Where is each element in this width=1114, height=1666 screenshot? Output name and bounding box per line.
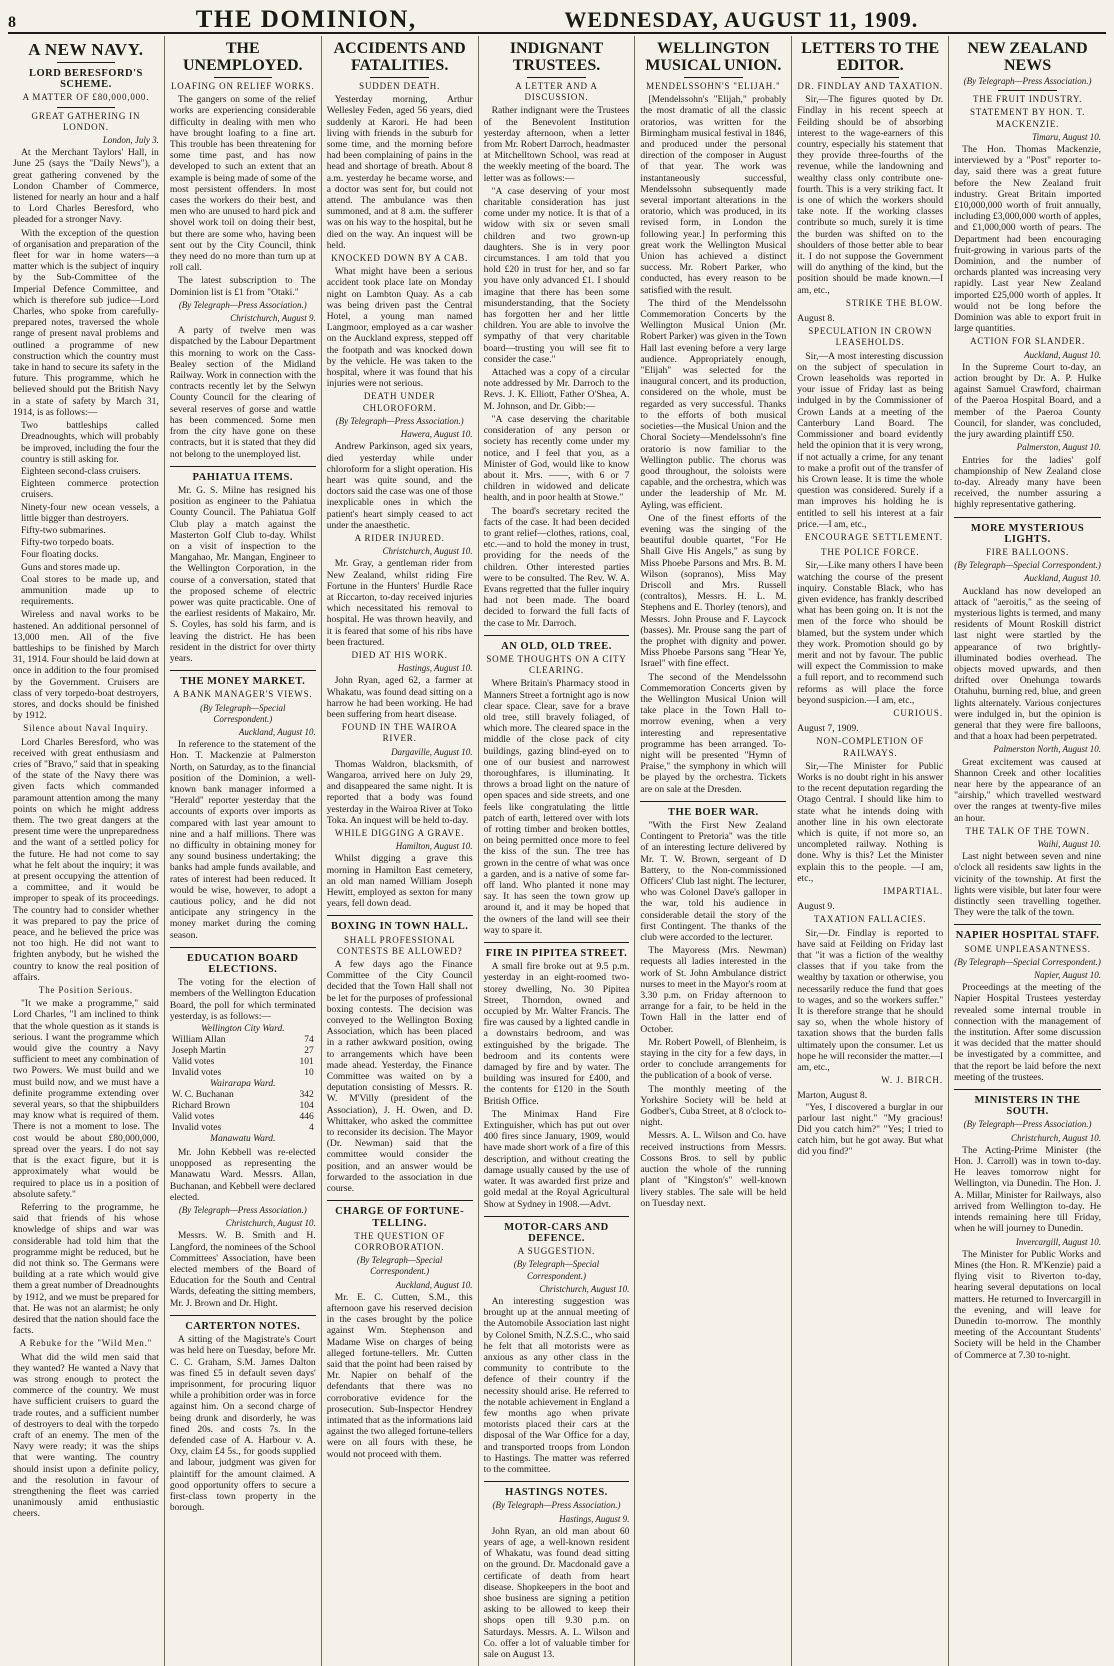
headline: HASTINGS NOTES. xyxy=(505,1487,608,1499)
headline: CARTERTON NOTES. xyxy=(185,1320,301,1332)
headline: MINISTERS IN THE SOUTH. xyxy=(974,1095,1081,1118)
paragraph: Last night between seven and nine o'clock all residents saw lights in the vicinity of the township. At first the lights were visible, but later four were distinctly seen travelling together. They were the talk of the town. xyxy=(954,851,1101,919)
paragraph: Auckland has now developed an attack of "aeroitis," as the seeing of mysterious lights is termed, and many residents of Mount Roskill district last night were startled by the appearance of two brightly-illuminated bodies overhead. The objects moved upwards, and then drifted over Onehunga towards Otahuhu, burning red, blue, and green lights alternately. Various conjectures were indulged in, but the opinion is general that they were fire balloons, and that a hoax had been perpetrated. xyxy=(954,585,1101,743)
byline: (By Telegraph—Press Association.) xyxy=(178,1205,307,1216)
paragraph: A party of twelve men was dispatched by the Labour Department this morning to work on the Cass-Bealey section of the Midland Railway. Work in connection with the contracts recently let by the Selwyn County Council for the clearing of several reserves of gorse and wattle has been commenced. Some men from the city have gone on these contracts, but it is stated that they did not belong to the unemployed list. xyxy=(169,325,316,460)
article-nz-news xyxy=(954,40,1101,511)
paragraph: Thomas Waldron, blacksmith, of Wangaroa, arrived here on July 29, and disappeared the same night. It is reported that a body was found yesterday in the Wairoa River at Toko Toka. An inquest will be held to-day. xyxy=(326,758,473,826)
paragraph: "With the First New Zealand Contingent to Pretoria" was the title of an interesting lecture delivered by Mr. T. W. Brown, sergeant of D Battery, to the Non-commissioned Officers' Club last night. The lecturer, who was Colonel Dave's galloper in the war, told his audience in considerable detail the story of the first Contingent. The thanks of the club were accorded to the lecturer. xyxy=(640,820,787,944)
list-item: Eighteen commerce protection cruisers. xyxy=(21,478,159,501)
column-2 xyxy=(165,36,322,1666)
article-boer-war xyxy=(640,807,786,1209)
paragraph: "It we make a programme," said Lord Charles, "I am inclined to think that the whole question as it stands is serious. I want the programme which would give the country a Navy sufficient to meet any combination of two Powers. We must build and we must build now, and we must have a definite programme extending over several years, so that the shipbuilders may know what is required of them. There is not a moment to lose. The cost would be about £80,000,000, spread over the years. I do not say that is the exact figure, but it is approximately what would be required to place us in a position of absolute safety." xyxy=(13,998,159,1200)
dateline: Timaru, August 10. xyxy=(1032,131,1101,142)
list-item: Guns and stores made up. xyxy=(21,561,120,573)
ward-name: Manawatu Ward. xyxy=(210,1134,276,1145)
headline: INDIGNANT TRUSTEES. xyxy=(509,40,604,74)
list-item: Fifty-two torpedo boats. xyxy=(21,537,114,549)
byline: (By Telegraph—Special Correspondent.) xyxy=(200,702,286,724)
dateline: Hastings, August 9. xyxy=(559,1513,630,1524)
paragraph: What might have been a serious accident took place late on Monday night on Lambton Quay. As a cab was being driven past the Central Hotel, a young man named Langmoor, employed as a car washer on the Auckland express, stepped off the footpath and was knocked down by the vehicle. He was taken to the hospital, where it was found that his injuries were not serious. xyxy=(326,266,473,390)
headline: LETTERS TO THE EDITOR. xyxy=(801,40,940,74)
paragraph: In the Supreme Court to-day, an action brought by Dr. A. P. Hulke against Samuel Crawford, chairman of the Paeroa Hospital Board, and a member of the Paeroa County Council, for slander, was concluded, the jury awarding plaintiff £50. xyxy=(954,361,1101,441)
signature: IMPARTIAL. xyxy=(883,886,944,897)
columns xyxy=(8,36,1106,1661)
paragraph: Sir,—The figures quoted by Dr. Findlay in his recent speech at Feilding should be of absorbing interest to the wage-earners of this country, especially his statement that they provide three-fourths of the revenue, while the landowning and wealthy class only contribute one-fourth. This is a very striking fact. It is one of which the workers should take note. If the working classes contribute so much, surely it is time the burden was shifted on to the shoulders of those better able to bear it. I do not suppose the Government will do anything of the kind, but the position should be made known.—I am, etc., xyxy=(797,94,944,296)
signature: ENCOURAGE SETTLEMENT. xyxy=(804,531,944,542)
list-item: Coal stores to be made up, and ammunition made up to requirements. xyxy=(21,573,159,608)
column-3 xyxy=(322,36,479,1666)
table-row: W. C. Buchanan 342 xyxy=(171,1090,314,1101)
subheadline: SHALL PROFESSIONAL CONTESTS BE ALLOWED? xyxy=(336,934,463,956)
dateline: Invercargill, August 10. xyxy=(1015,1236,1101,1247)
headline: WELLINGTON MUSICAL UNION. xyxy=(645,40,782,74)
paragraph: Where Britain's Pharmacy stood in Manners Street a fortnight ago is now clear space. Clear, save for a brave old tree, still bravely foliaged, of which more. The cleared space in the middle of the close pack of city buildings, gazing blind-eyed on to one of our busiest and narrowest thoroughfares, is illuminating. It throws a broad light on the nature of open spaces and side streets, and one feels like congratulating the little patch of earth, lettered over with lots of rotting timber and broken bottles, on being permitted once more to feel the kiss of the sun. The tree has grown in the centre of what was once a garden, and is a native of some far-off land. Who planted it none may say. It has seen the town grow up around it, and it may be hoped that the owners of the land will see their way to spare it. xyxy=(483,678,630,936)
signature: STRIKE THE BLOW. xyxy=(845,297,944,308)
subheadline: FIRE BALLOONS. xyxy=(985,546,1070,557)
list-item: Four floating docks. xyxy=(21,549,99,561)
page-number: 8 xyxy=(8,14,16,31)
byline: (By Telegraph—Press Association.) xyxy=(963,1119,1092,1130)
programme-list xyxy=(21,420,159,607)
paragraph: With the exception of the question of organisation and preparation of the fleet for war in home waters—a matter which is the subject of inquiry by the Sub-Committee of the Imperial Defence Committee, and which is therefore sub judice—Lord Charles, who spoke from carefully-prepared notes, traversed the whole range of present naval problems and outlined a programme of new construction which the country must take in hand to secure its safety in the future. This programme, which he believed should put the British Navy in a state of safety by March 31, 1914, is as follows:— xyxy=(13,227,159,418)
headline: AN OLD, OLD TREE. xyxy=(501,640,612,652)
subheadline: LOAFING ON RELIEF WORKS. xyxy=(171,81,315,91)
subheadline: SPECULATION IN CROWN LEASEHOLDS. xyxy=(808,326,933,348)
dateline: Auckland, August 10. xyxy=(238,726,316,737)
paragraph: The third of the Mendelssohn Commemoration Concerts by the Wellington Musical Union (Mr. Robert Parker) was given in the Town Hall last evening before a very large audience. Appropriately enough, "Elijah" was selected for the inaugural concert, and its production, considered on the whole, must be regarded as very successful. Thanks to the efforts of both musical societies—the Musical Union and the Choral Society—Mendelssohn's fine oratorio is now familiar to the Wellington public. The chorus was good throughout, the soloists were capable, and the orchestra, which was under the leadership of Mr. M. Ayling, was efficient. xyxy=(640,297,787,511)
dateline: Auckland, August 10. xyxy=(395,1279,473,1290)
headline: CHARGE OF FORTUNE-TELLING. xyxy=(335,1206,465,1229)
article-trustees xyxy=(484,40,630,629)
column-6 xyxy=(792,36,949,1666)
paragraph: Mr. John Kebbell was re-elected unopposed as representing the Manawatu Ward. Messrs. Allan, Buchanan, and Kebbell were declared elected. xyxy=(169,1147,316,1203)
list-item: Fifty-two submarines. xyxy=(21,524,106,536)
subheadline: A MATTER OF £80,000,000. xyxy=(22,92,150,103)
headline: ACCIDENTS AND FATALITIES. xyxy=(333,40,466,74)
paragraph: John Ryan, an old man about 60 years of age, a well-known resident of Whakatu, was found dead sitting on the ground. Dr. Macdonald gave a certificate of death from heart disease. Shopkeepers in the boot and shoe business are signing a petition asking to be allowed to keep their shops open till 9.30 p.m. on Saturdays. Messrs. A. L. Wilson and Co. offer a lot of valuable timber for sale on August 13. xyxy=(483,1525,630,1661)
table-row: Valid votes 446 xyxy=(171,1112,314,1123)
article-napier-hospital xyxy=(954,930,1101,1083)
subheadline: STATEMENT BY HON. T. MACKENZIE. xyxy=(969,107,1086,129)
subheadline: THE POLICE FORCE. xyxy=(821,547,920,558)
paragraph: Sir,—A most interesting discussion on the subject of speculation in Crown leaseholds was reported in your issue of Friday last as being indulged in by the Commissioner of Crown Lands at a meeting of the Canterbury Land Board. The Commissioner and board evidently held the opinion that it is very wrong, if not actually a crime, for any tenant to make a profit out of the transfer of his Crown lease. It is time the whole question was considered. Surely if a man improves his holding he is entitled to sell his interest at a fair price.—I am, etc., xyxy=(797,350,944,530)
byline: (By Telegraph—Special Correspondent.) xyxy=(954,560,1101,571)
signature: W. J. BIRCH. xyxy=(881,1075,944,1086)
headline: MOTOR-CARS AND DEFENCE. xyxy=(504,1221,609,1244)
subheadline: KNOCKED DOWN BY A CAB. xyxy=(331,253,469,264)
dateline: Hamilton, August 10. xyxy=(395,841,473,852)
paragraph: One of the finest efforts of the evening was the singing of the beautiful double quartet, "For He Shall Give His Angels," as sung by Miss Phoebe Parsons and Mrs. B. M. Wilson (sopranos), Miss May Driscoll and Mrs. Russell (contraltos), Messrs. H. L. M. Stephens and E. Thorley (tenors), and Messrs. John Prouse and F. Laycock (basses). Mr. Prouse sang the part of the prophet with dignity and power. Miss Phoebe Parsons sang "Hear Ye, Israel" with fine effect. xyxy=(640,512,787,670)
dateline: London, July 3. xyxy=(102,135,159,146)
paragraph: Mr. G. S. Milne has resigned his position as engineer to the Pahiatua County Council. The Pahiatua Golf Club play a match against the Masterton Golf Club to-day. Whilst on a visit of inspection to the Mangahao, Mr. Mangan, Engineer to the Wellington Corporation, in the course of a conversation, stated that the proposed scheme of electric power was quite practicable. One of the earliest residents of Makairo, Mr. S. Coyles, has sold his farm, and is leaving the district. He has been resident in the district for over thirty years. xyxy=(169,484,316,664)
letter-date: Marton, August 8. xyxy=(797,1090,868,1102)
subheadline: ACTION FOR SLANDER. xyxy=(970,336,1086,347)
masthead xyxy=(8,6,1106,34)
paragraph: In reference to the statement of the Hon. T. Mackenzie at Palmerston North, on Saturday, as to the financial position of the Dominion, a well-known bank manager informed a "Herald" reporter yesterday that the accounts of exports over imports as compared with last year amount to nine and a half millions. There was no difficulty in obtaining money for any sound business undertaking; the banks had ample funds available, and rates of interest had been reduced. It would be wise, however, to adopt a cautious policy, and he did not anticipate any stringency in the money market during the coming season. xyxy=(169,739,316,941)
paragraph: Referring to the programme, he said that friends of his whose knowledge of ships and war was considerable had told him that the programme might be reduced, but he did not think so. The Germans were building at a rate which would give them a great number of Dreadnoughts by 1912, and we must be prepared for that. He was not an alarmist; he only desired that the nation should face the facts. xyxy=(13,1201,159,1337)
paragraph: The gangers on some of the relief works are experiencing considerable difficulty in dealing with men who have brought loafing to a fine art. This trouble has been threatening for some time past, and has now developed to such an extent that an example is being made of some of the most persistent offenders. In most cases the workers do their best, and men who are unused to hard pick and shovel work toil on doing their best, but there are some who, having been sent out by the City Council, think they need do no more than turn up at roll call. xyxy=(169,94,316,274)
issue-date: WEDNESDAY, AUGUST 11, 1909. xyxy=(564,7,919,32)
subheadline: FOUND IN THE WAIROA RIVER. xyxy=(341,722,458,744)
table-row: William Allan 74 xyxy=(171,1035,314,1046)
paragraph: The latest subscription to The Dominion list is £1 from "Otaki." xyxy=(169,275,316,298)
headline: MORE MYSTERIOUS LIGHTS. xyxy=(970,522,1085,545)
article-old-tree xyxy=(484,641,630,936)
article-boxing xyxy=(327,921,473,1194)
article-carterton xyxy=(170,1321,316,1513)
letter-date: August 7, 1909. xyxy=(797,723,859,735)
article-education-board xyxy=(170,953,316,1309)
paragraph: Proceedings at the meeting of the Napier Hospital Trustees yesterday revealed some internal trouble in connection with the management of the institution. After some discussion it was decided that the matter should be investigated by a committee, and that the report be laid before the next meeting of the trustees. xyxy=(954,982,1101,1083)
column-1 xyxy=(8,36,165,1666)
paragraph: The second of the Mendelssohn Commemoration Concerts given by the Wellington Musical Union will take place in the Town Hall to-morrow evening, when a very interesting and representative programme has been arranged. To-night will be presented "Hymn of Praise," the symphony in which will be played by the orchestra. Tickets are on sale at the Dresden. xyxy=(640,671,787,795)
table-row: Richard Brown 104 xyxy=(171,1101,314,1112)
subheadline: SUDDEN DEATH. xyxy=(359,81,441,91)
dateline: Palmerston, August 10. xyxy=(1016,442,1101,453)
subheadline: NON-COMPLETION OF RAILWAYS. xyxy=(816,736,925,758)
column-4 xyxy=(479,36,636,1666)
subheadline: WHILE DIGGING A GRAVE. xyxy=(334,828,465,838)
article-motor-cars xyxy=(484,1222,630,1475)
headline: BOXING IN TOWN HALL. xyxy=(330,921,469,933)
dateline: Hawera, August 10. xyxy=(400,429,473,440)
dateline: Auckland, August 10. xyxy=(1024,573,1101,584)
section-heading: Silence about Naval Inquiry. xyxy=(23,723,149,734)
paragraph: The voting for the election of members of the Wellington Education Board, the poll for which terminated yesterday, is as follows:— xyxy=(169,977,316,1022)
byline: (By Telegraph—Special Correspondent.) xyxy=(356,1255,443,1277)
section-heading: A Rebuke for the "Wild Men." xyxy=(19,1338,153,1349)
article-money-market xyxy=(170,676,316,941)
byline: (By Telegraph—Special Correspondent.) xyxy=(513,1259,600,1281)
paragraph: "Yes, I discovered a burglar in our parlour last night." "My gracious! Did you catch him?" "Yes; I tried to catch him, but he got away. But what did you find?" xyxy=(797,1101,944,1158)
dateline: Christchurch, August 10. xyxy=(1010,1132,1101,1143)
dateline: Christchurch, August 10. xyxy=(539,1283,630,1294)
signature: CURIOUS. xyxy=(893,707,944,718)
subheadline: GREAT GATHERING IN LONDON. xyxy=(31,110,141,132)
subheadline: THE QUESTION OF CORROBORATION. xyxy=(354,1230,445,1252)
dateline: Hastings, August 10. xyxy=(397,663,473,674)
dateline: Auckland, August 10. xyxy=(1024,349,1101,360)
letter-date: August 8. xyxy=(797,313,835,325)
paragraph: A small fire broke out at 9.5 p.m. yesterday in an eight-roomed two-storey dwelling, No. 30 Pipitea Street, Thorndon, owned and occupied by Mr. Walter Francis. The fire was caused by a lighted candle in a downstairs bedroom, and was extinguished by the brigade. The bedroom and its contents were damaged by fire and by water. The building was insured for £400, and the contents for £120 in the South British Office. xyxy=(483,961,630,1107)
subheadline: DR. FINDLAY AND TAXATION. xyxy=(797,81,944,91)
headline: THE UNEMPLOYED. xyxy=(182,40,303,74)
paragraph: Lord Charles Beresford, who was received with great enthusiasm and cries of "Bravo," said that in speaking of the state of the Navy there was given facts which commanded paramount attention among the many points on which he might address them. The two great dangers at the present time were the unpreparedness and the want of a settled policy for the future. He had not come to say what he felt about the inquiry; it was at present occupying the attention of a committee, and it would be improper to speak of its proceedings. The country had to consider whether it was prepared to pay the price of peace, and he believed the price was not too high. He did not want to frighten anybody, but he wished the country to know the real position of affairs. xyxy=(13,736,159,983)
paragraph: Messrs. W. B. Smith and H. Langford, the nominees of the School Committees' Association, have been elected members of the Board of Education for the South and Central Wards, defeating the sitting members, Mr. J. Brown and Dr. Hight. xyxy=(169,1230,316,1309)
subheadline: A SUGGESTION. xyxy=(517,1246,596,1257)
paragraph: Sir,—Dr. Findlay is reported to have said at Feilding on Friday last that "it was a fiction of the wealthy classes that if you take from the wealthy by taxation or otherwise, you necessarily reduce the fund that goes to wages, and so the workers suffer." It is therefore strange that he should say so, when the whole history of taxation shows that the burden falls ultimately upon the consumer. Let us hope he will reconsider the matter.—I am, etc., xyxy=(797,927,944,1074)
letter-date: August 9. xyxy=(797,901,835,913)
article-pahiatua xyxy=(170,472,316,664)
table-row: Joseph Martin 27 xyxy=(171,1046,314,1057)
headline: THE MONEY MARKET. xyxy=(180,676,306,688)
ward-name: Wellington City Ward. xyxy=(200,1024,285,1035)
article-accidents xyxy=(327,40,473,909)
article-hastings xyxy=(484,1487,630,1660)
headline: EDUCATION BOARD ELECTIONS. xyxy=(187,952,299,976)
paragraph: Wireless and naval works to be hastened. An additional personnel of 13,000 men. All of the five battleships to be finished by March 31, 1914. Four should be laid down at once in addition to the four promised by the Government. Cruisers are class of very torpedo-boat destroyers, stores, and docks should be finished by 1912. xyxy=(13,609,159,722)
dateline: Dargaville, August 10. xyxy=(391,746,473,757)
subheadline: DIED AT HIS WORK. xyxy=(351,649,448,660)
list-item: Two battleships called Dreadnoughts, which will probably be improved, including the four the country is still asking for. xyxy=(21,420,159,465)
headline: FIRE IN PIPITEA STREET. xyxy=(485,948,628,960)
paragraph: Whilst digging a grave this morning in Hamilton East cemetery, an old man named William Joseph Hewitt, employed as sexton for many years, fell down dead. xyxy=(326,853,473,910)
article-mysterious-lights xyxy=(954,523,1101,919)
subheadline: A RIDER INJURED. xyxy=(354,532,445,543)
dateline: Napier, August 10. xyxy=(1034,970,1101,981)
paragraph: Mr. Gray, a gentleman rider from New Zealand, whilst riding Fire Fortune in the Hunters' Hurdle Race at Riccarton, to-day received injuries which necessitated his removal to hospital. He was thrown heavily, and it is feared that some of his ribs have been fractured. xyxy=(326,558,473,648)
headline: A NEW NAVY. xyxy=(28,40,144,59)
subheadline: LORD BERESFORD'S SCHEME. xyxy=(28,68,143,91)
paragraph: A sitting of the Magistrate's Court was held here on Tuesday, before Mr. C. C. Graham, S.M. James Dalton was fined £5 in default seven days' imprisonment, for procuring liquor while a prohibition order was in force against him. On a second charge of being drunk and disorderly, he was fined 20s. and costs 7s. In the defended case of A. Harbour v. A. Oxy, claim £4 5s., for goods supplied and labour, judgment was given for plaintiff for the amount claimed. A good opportunity offers to secure a first-class town property in the borough. xyxy=(169,1334,316,1514)
table-row: Valid votes 101 xyxy=(171,1057,314,1068)
column-5 xyxy=(635,36,792,1666)
subheadline: MENDELSSOHN'S "ELIJAH." xyxy=(646,81,781,91)
byline: (By Telegraph—Press Association.) xyxy=(963,76,1092,86)
paragraph: [Mendelssohn's "Elijah," probably the most dramatic of all the classic oratorios, was written for the Birmingham musical festival in 1846, and produced under the personal direction of the composer in August of that year. The work was instantaneously successful, Mendelssohn subsequently made several important alterations in the oratorio, which was produced, in its revised form, in London the following year.] In performing this great work the Wellington Musical Union has achieved a distinct success. Mr. Robert Parker, who conducted, has every reason to be satisfied with the result. xyxy=(640,94,787,296)
byline: (By Telegraph—Press Association.) xyxy=(178,299,307,310)
paragraph: At the Merchant Taylors' Hall, in June 25 (says the "Daily News"), a great gathering convened by the London Chamber of Commerce, listened for nearly an hour and a half to Lord Charles Beresford, who pleaded for a stronger Navy. xyxy=(13,147,159,226)
vote-table xyxy=(170,1024,316,1145)
dateline: Christchurch, August 10. xyxy=(225,1218,316,1229)
paragraph: What did the wild men said that they wanted? He wanted a Navy that was strong enough to protect the commerce of the country. We must have sufficient cruisers to guard the trade routes, and a sufficient number of destroyers to deal with the torpedo craft of an enemy. The men of the Navy were ready; it was the ships that were wanting. The country should insist upon a definite policy, and the resolution in favour of strengthening the fleet was carried unanimously amid enthusiastic cheers. xyxy=(13,1351,159,1520)
dateline: Waihi, August 10. xyxy=(1037,839,1101,849)
paragraph: John Ryan, aged 62, a farmer at Whakatu, was found dead sitting on a harrow he had been working. He had been suffering from heart disease. xyxy=(326,675,473,720)
byline: (By Telegraph—Press Association.) xyxy=(335,415,464,426)
paragraph: The board's secretary recited the facts of the case. It had been decided to grant relief—clothes, rations, coal, etc.—and to hold the money in trust, providing for the needs of the children. Other interested parties were to be consulted. The Rev. W. A. Evans regretted that the fuller inquiry had not been made. The board decided to forward the full facts of the case to Mr. Darroch. xyxy=(483,505,630,629)
headline: NEW ZEALAND NEWS xyxy=(967,40,1088,74)
subheadline: TAXATION FALLACIES. xyxy=(814,914,927,925)
paragraph: Andrew Parkinson, aged six years, died yesterday while under chloroform for a slight operation. His heart was quite sound, and the doctors said the case was one of those inexplicable ones in which the patient's heart simply ceased to act under the anaesthetic. xyxy=(326,441,473,531)
article-new-navy xyxy=(13,40,159,1520)
headline: PAHIATUA ITEMS. xyxy=(192,471,293,483)
table-row: Invalid votes 10 xyxy=(171,1068,314,1079)
paragraph: Rather indignant were the Trustees of the Benevolent Institution yesterday afternoon, when a letter from Mr. Robert Darroch, headmaster at Mitchelltown School, was read at the weekly meeting of the board. The letter was as follows:— xyxy=(483,105,630,184)
subheadline: DEATH UNDER CHLOROFORM. xyxy=(362,391,437,413)
subheadline: SOME UNPLEASANTNESS. xyxy=(964,943,1091,954)
column-7 xyxy=(949,36,1106,1666)
paragraph: The Hon. Thomas Mackenzie, interviewed by a "Post" reporter to-day, said there was a great future before the New Zealand fruit industry. Great Britain imported £10,000,000 worth of fruit annually, including £3,000,000 worth of apples, and £1,000,000 worth of pears. The Department had been encouraging fruit-growing in various parts of the Dominion, and the number of orchards planted was increasing very rapidly. Last year New Zealand imported £25,000 worth of apples. It would not be long before the Dominion was able to export fruit in large quantities. xyxy=(954,144,1101,335)
section-heading: The Position Serious. xyxy=(38,985,133,996)
paragraph: An interesting suggestion was brought up at the annual meeting of the Automobile Association last night by Colonel Smith, N.Z.S.C., who said he felt that all motorists were as anxious as any other class in the community to contribute to the defence of their country if the necessity should arise. He referred to the notable achievement in England a few months ago when private motorists placed their cars at the disposal of the War Office for a day, and transported troops from London to Hastings. The matter was referred to the committee. xyxy=(483,1295,630,1475)
dateline: Christchurch, August 10. xyxy=(382,546,473,557)
paragraph: The Mayoress (Mrs. Newman) requests all ladies interested in the work of St. John Ambulance district nurses to meet in the Mayor's room at 3.30 p.m. on Friday afternoon to arrange for a fair, to be held in the Town Hall in the latter end of October. xyxy=(640,945,787,1035)
headline: NAPIER HOSPITAL STAFF. xyxy=(955,930,1100,942)
paragraph: The Acting-Prime Minister (the Hon. J. Carroll) was in town to-day. He leaves tomorrow night for Wellington, via Dunedin. The Hon. J. A. Millar, Minister for Railways, also arrived from Wellington to-day. He intends remaining here till Friday, when he will journey to Dunedin. xyxy=(954,1144,1101,1235)
subheadline: SOME THOUGHTS ON A CITY CLEARING. xyxy=(486,653,627,676)
paragraph: Mr. Robert Powell, of Blenheim, is staying in the city for a few days, in order to conclude arrangements for the publication of a book of verse. xyxy=(640,1036,787,1082)
dateline: Christchurch, August 9. xyxy=(230,313,316,324)
paragraph: Great excitement was caused at Shannon Creek and other localities near here by the appearance of an "airship," which travelled westward over the ranges at twenty-five miles an hour. xyxy=(954,756,1101,824)
paragraph: The Minimax Hand Fire Extinguisher, which has put out over 400 fires since January, 1909, would have made short work of a fire of this description, and without creating the damage usually caused by the use of water. It was awarded first prize and gold medal at the Royal Agricultural Show at Sydney in 1908.—Advt. xyxy=(483,1108,630,1210)
subheadline: THE FRUIT INDUSTRY. xyxy=(973,94,1083,105)
article-fire xyxy=(484,948,630,1210)
paragraph: Yesterday morning, Arthur Wellesley Feden, aged 56 years, died suddenly at Karori. He had been living with friends in the suburb for some time, and the morning before had been complaining of pains in the head and shortage of breath. About 8 a.m. yesterday he became worse, and a doctor was sent for, but could not attend. The ambulance was then summoned, and at 8 a.m. the sufferer was on his way to the hospital, but he died on the way. An inquest will be held. xyxy=(326,94,473,251)
paragraph: Sir,—The Minister for Public Works is no doubt right in his answer to the recent deputation regarding the Otago Central. I should like him to state what he intends doing with another line in his own electorate which is quite, if not more so, an uncompleted railway. Nothing is done. Why is this? Let the Minister explain this to the people. —I am, etc., xyxy=(797,760,944,884)
paper-title: THE DOMINION, xyxy=(195,6,417,33)
dateline: Palmerston North, August 10. xyxy=(993,744,1101,755)
paragraph: Sir,—Like many others I have been watching the course of the present inquiry. Constable Black, who has given evidence, has frankly described what has been going on. It is not the men of the force who should be blamed, but the system under which they work. Promotion should go by merit and not by favour. The public will expect the Commission to make a full report, and to recommend such reforms as will place the force beyond suspicion.—I am, etc., xyxy=(797,560,944,706)
headline: THE BOER WAR. xyxy=(668,806,759,818)
subheadline: A LETTER AND A DISCUSSION. xyxy=(515,81,598,103)
article-letters xyxy=(797,40,943,1158)
byline: (By Telegraph—Press Association.) xyxy=(492,1500,621,1511)
paragraph: A few days ago the Finance Committee of the City Council decided that the Town Hall shall not be let for the purposes of professional boxing contests. The decision was conveyed to the Wellington Boxing Association, which has been placed in a rather awkward position, owing to arrangements which have been made ahead. Yesterday, the Finance Committee was waited on by a deputation consisting of Messrs. R. W. M'Villy (president of the Association), J. H. Owen, and D. Whittaker, who asked the committee to reconsider its decision. The Mayor (Dr. Newman) said that the committee would consider the position, and an answer would be forwarded to the association in due course. xyxy=(326,959,473,1195)
paragraph: "A case deserving the charitable consideration of any person or society has recently come under my notice, and I feel that you, as a Minister of God, would like to know about it. Mrs. ——, with 6 or 7 children in widowed and delicate health, and in poor health at Stowe." xyxy=(483,413,630,504)
paragraph: Mr. E. C. Cutten, S.M., this afternoon gave his reserved decision in the cases brought by the police against Wm. Stephenson and Madame Wise on charges of being alleged fortune-tellers. Mr. Cutten said that the point had been raised by Mr. Napier on behalf of the defendants that there was no corroborative evidence for the prosecution. Sub-Inspector Hendrey intimated that as the informations laid against the two alleged fortune-tellers were on all fours with these, he would not proceed with them. xyxy=(326,1291,473,1460)
paragraph: "A case deserving of your most charitable consideration has just come under my notice. It is that of a widow with six or seven small children and two grown-up daughters. She is in very poor circumstances. I am told that you hold £20 in trust for her, and so far you have only advanced £1. I should imagine that there has been some misunderstanding, that the Society has forgotten her and her little children. You are able to involve the sympathy of that very charitable board—trusting you will see fit to consider the case." xyxy=(483,185,630,365)
list-item: Eighteen second-class cruisers. xyxy=(21,465,141,477)
paragraph: Messrs. A. L. Wilson and Co. have received instructions from Messrs. Cossons Bros. to sell by public auction the whole of the running plant of "Kingston's" well-known livery stables. The sale will be held on Tuesday next. xyxy=(640,1130,787,1209)
paragraph: The Minister for Public Works and Mines (the Hon. R. M'Kenzie) paid a flying visit to Riverton to-day, hearing several deputations on local matters. He returned to Invercargill in the evening, and will leave for Dunedin to-morrow. The monthly meeting of the Accountant Students' Society will be held in the Chamber of Commerce at 7.30 to-night. xyxy=(954,1248,1101,1361)
byline: (By Telegraph—Special Correspondent.) xyxy=(954,956,1101,967)
paragraph: The monthly meeting of the Yorkshire Society will be held at Godber's, Cuba Street, at 8 o'clock to-night. xyxy=(640,1083,787,1129)
article-musical-union xyxy=(640,40,786,795)
subheadline: A BANK MANAGER'S VIEWS. xyxy=(173,689,313,700)
table-row: Invalid votes 4 xyxy=(171,1123,314,1134)
article-ministers xyxy=(954,1095,1101,1361)
list-item: Ninety-four new ocean vessels, a little bigger than destroyers. xyxy=(21,501,159,524)
subheadline: THE TALK OF THE TOWN. xyxy=(965,825,1090,836)
article-unemployed xyxy=(170,40,316,460)
paragraph: Entries for the ladies' golf championship of New Zealand close to-day. Already many have been received, the number assuring a highly representative gathering. xyxy=(954,454,1101,511)
paragraph: Attached was a copy of a circular note addressed by Mr. Darroch to the Revs. J. K. Elliott, Father O'Shea, A. M. Johnson, and Dr. Gibb:— xyxy=(483,367,630,412)
ward-name: Wairarapa Ward. xyxy=(210,1079,276,1090)
article-fortune-telling xyxy=(327,1206,473,1459)
